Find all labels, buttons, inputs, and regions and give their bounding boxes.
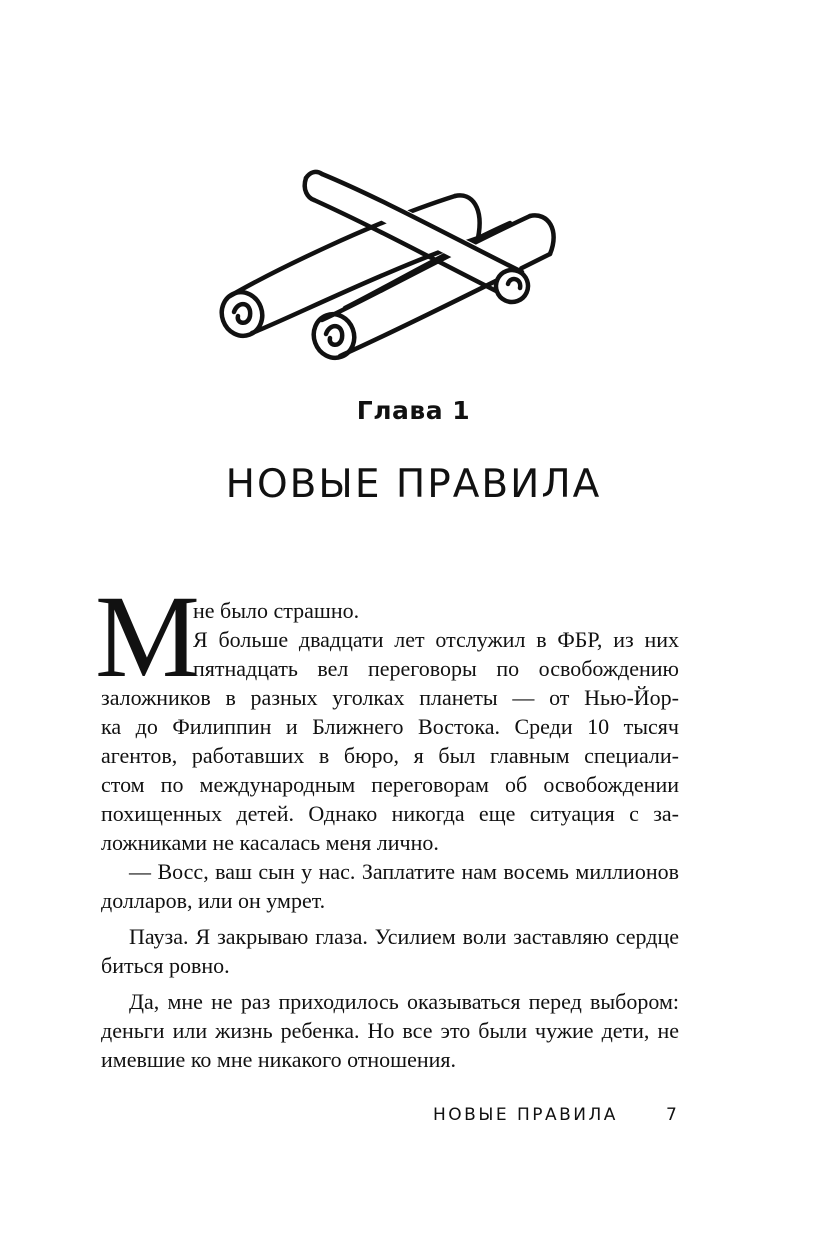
chapter-title: НОВЫЕ ПРАВИЛА: [225, 462, 602, 507]
page-number: 7: [666, 1105, 677, 1125]
body-line: Я больше двадцати лет отслужил в ФБР, из них: [193, 627, 679, 652]
paragraph: Да, мне не раз приходилось оказываться перед выбором: деньги или жизнь ребенка. Но все это были чужие дети, не имевшие ко мне никакого отношения.: [101, 989, 679, 1072]
body-text: [95, 571, 679, 1074]
dropcap: М: [95, 571, 200, 702]
body-line: ка до Филиппин и Ближнего Востока. Среди 10 тысяч: [101, 714, 679, 739]
body-line: не было страшно.: [193, 598, 360, 623]
chapter-label: Глава 1: [356, 396, 471, 425]
body-line: агентов, работавших в бюро, я был главным специали-: [101, 743, 679, 768]
running-title: НОВЫЕ ПРАВИЛА: [433, 1105, 618, 1125]
paragraph: — Восс, ваш сын у нас. Заплатите нам восемь миллионов долларов, или он умрет.: [101, 859, 679, 913]
body-line: похищенных детей. Однако никогда еще ситуация с за-: [101, 801, 679, 826]
first-paragraph: [95, 571, 679, 857]
paragraph: Пауза. Я закрываю глаза. Усилием воли заставляю сердце биться ровно.: [101, 924, 679, 978]
body-line: стом по международным переговорам об освобождении: [101, 772, 679, 797]
body-line: пятнадцать вел переговоры по освобождению: [193, 656, 679, 681]
cinnamon-sticks-icon: [210, 168, 570, 368]
body-line: заложников в разных уголках планеты — от Нью-Йор-: [101, 685, 679, 710]
body-line: ложниками не касалась меня лично.: [101, 830, 439, 855]
